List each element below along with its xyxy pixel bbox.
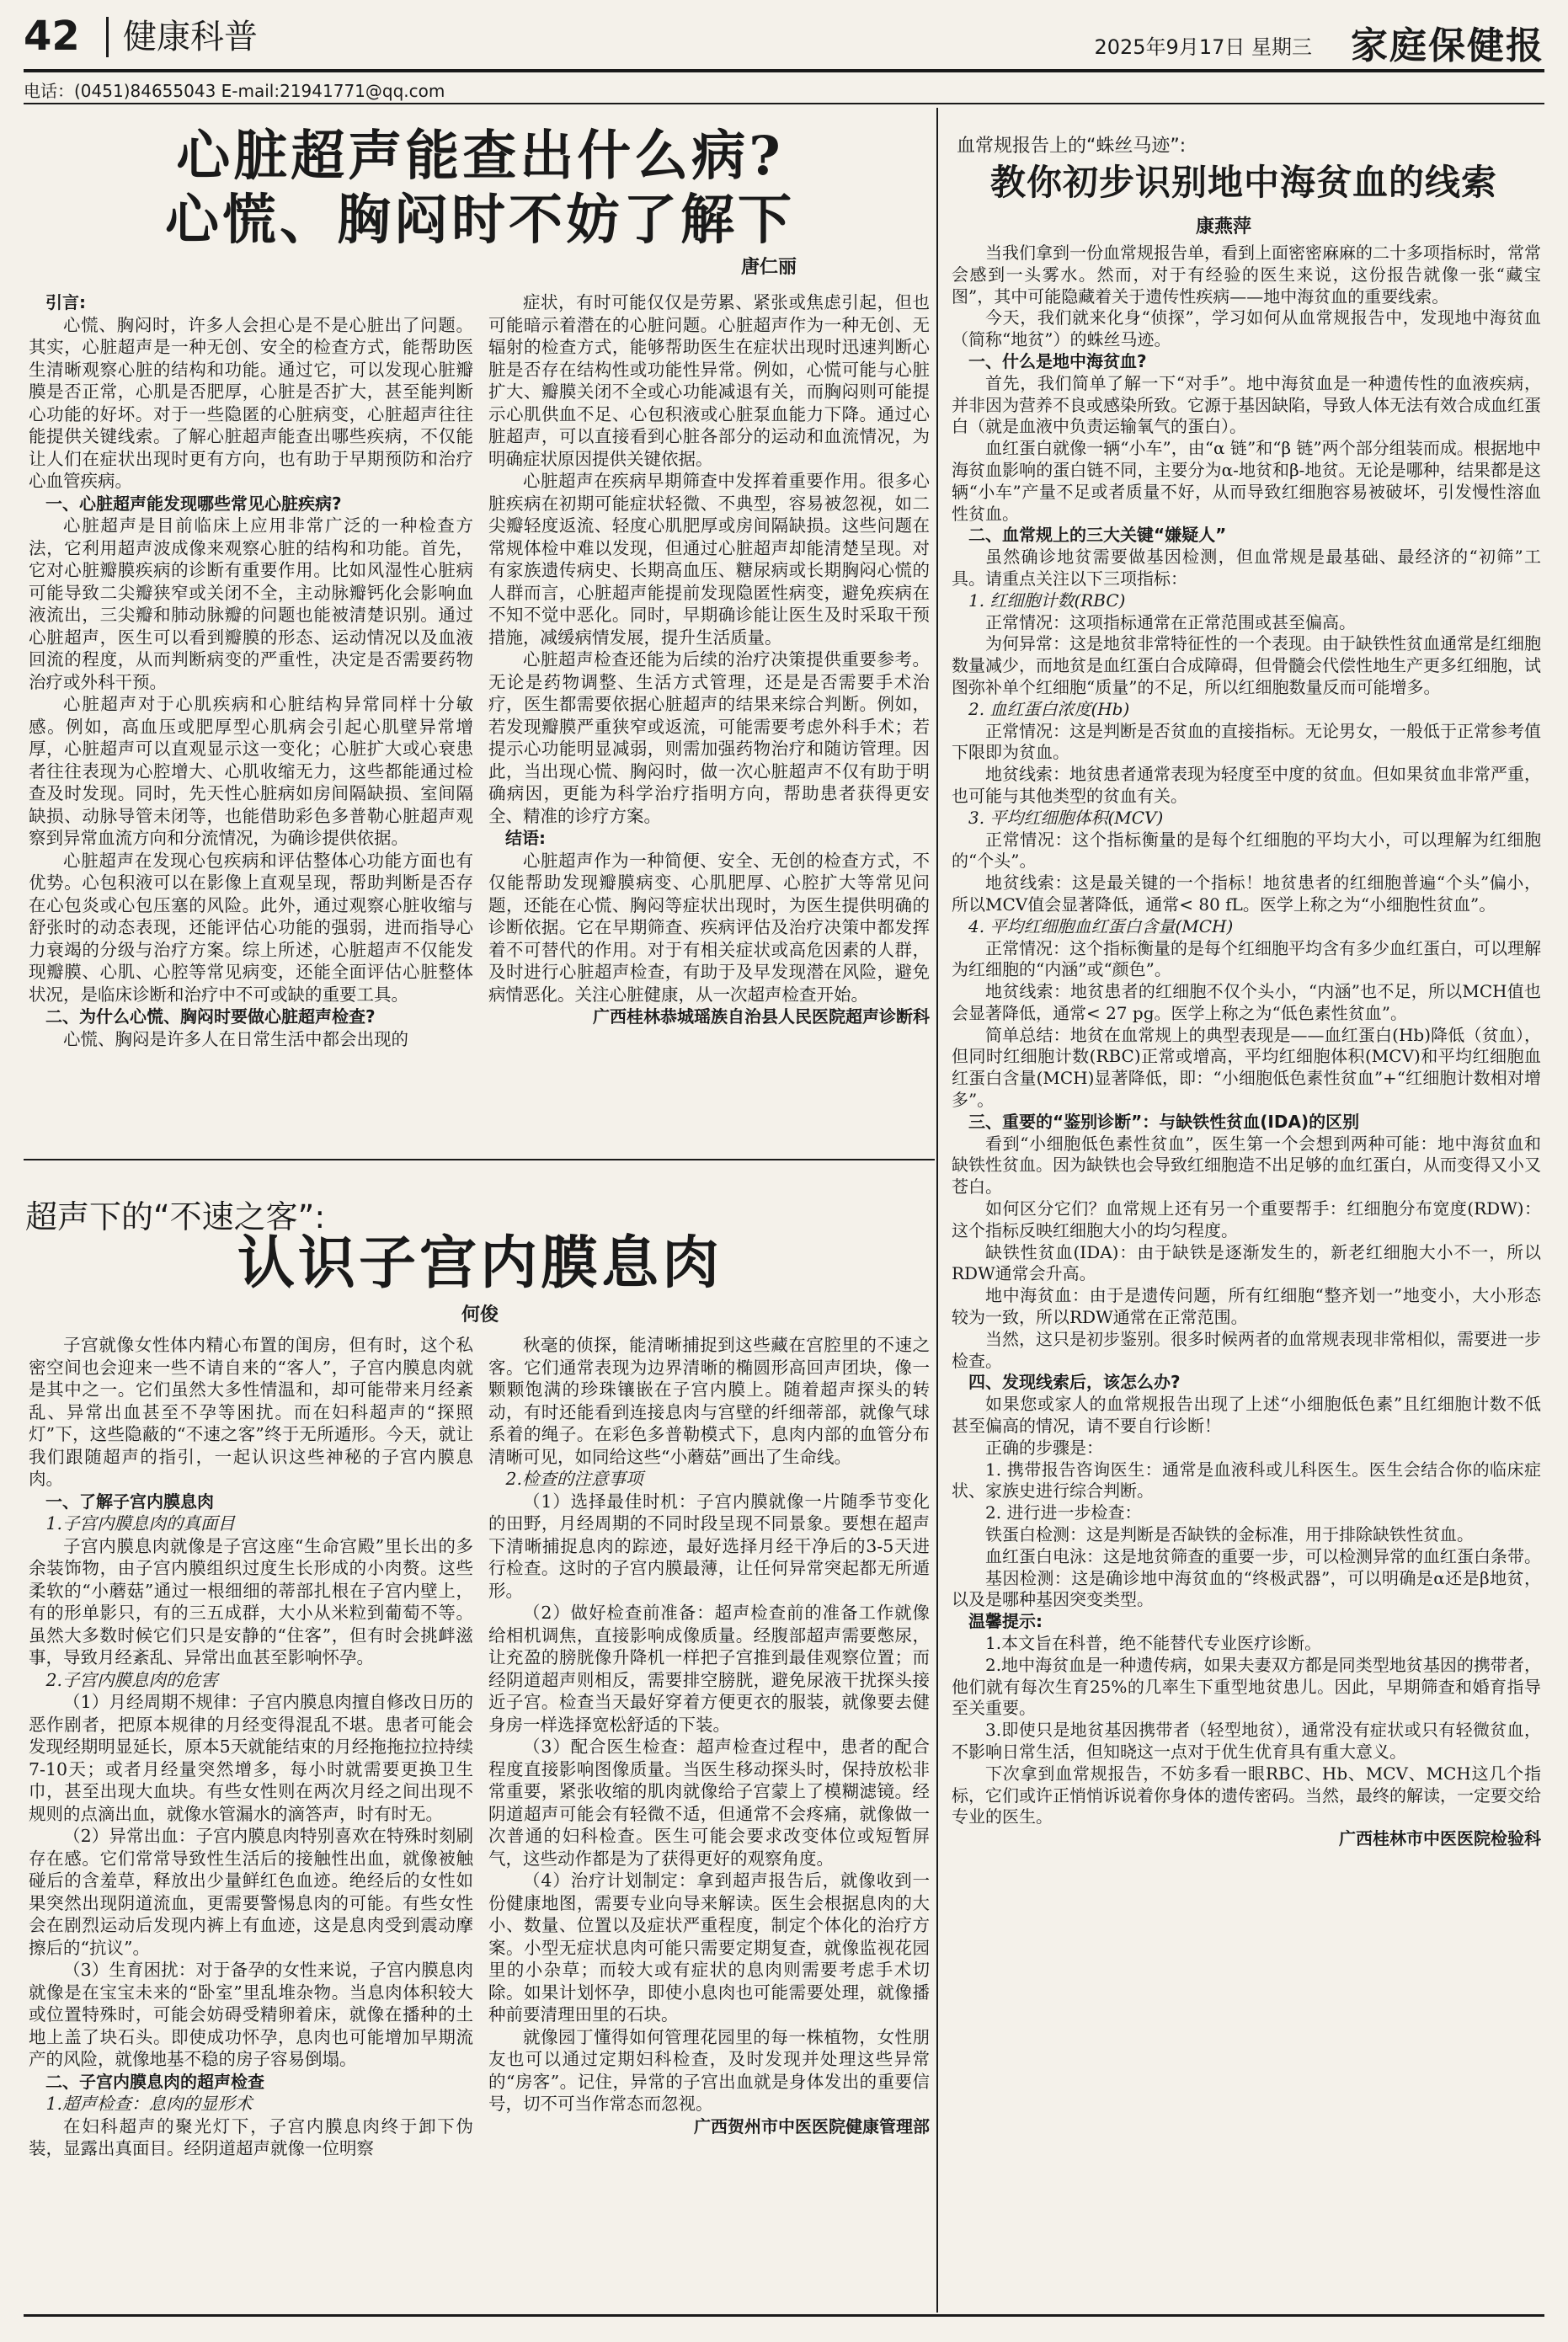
page-header xyxy=(24,12,1544,67)
article3-subheading: 三、重要的“鉴别诊断”：与缺铁性贫血(IDA)的区别 xyxy=(968,1111,1360,1132)
article2-minor-heading: 2.检查的注意事项 xyxy=(505,1469,643,1489)
article1-title-line1: 心脏超声能查出什么病? xyxy=(176,125,784,188)
article3-body xyxy=(952,243,1541,2311)
article3-paragraph: 正常情况：这个指标衡量的是每个红细胞平均含有多少血红蛋白，可以理解为红细胞的“内涵”或“颜色”。 xyxy=(952,937,1541,980)
page-number: 42 xyxy=(24,13,80,60)
article1-author-affiliation: 广西桂林恭城瑶族自治县人民医院超声诊断科 xyxy=(593,1006,930,1027)
article3-paragraph: 3.即使只是地贫基因携带者（轻型地贫），通常没有症状或只有轻微贫血，不影响日常生活，但知晓这一点对于优生优育具有重大意义。 xyxy=(952,1720,1541,1762)
article2-paragraph: 就像园丁懂得如何管理花园里的每一株植物，女性朋友也可以通过定期妇科检查，及时发现并处理这些异常的“房客”。记住，异常的子宫出血就是身体发出的重要信号，切不可当作常态而忽视。 xyxy=(488,2026,930,2114)
article3-subheading: 二、血常规上的三大关键“嫌疑人” xyxy=(968,525,1227,546)
article3-paragraph: 2.地中海贫血是一种遗传病，如果夫妻双方都是同类型地贫基因的携带者，他们就有每次生育25%的几率生下重型地贫患儿。因此，早期筛查和婚育指导至关重要。 xyxy=(952,1654,1541,1719)
article3-paragraph: 虽然确诊地贫需要做基因检测，但血常规是最基础、最经济的“初筛”工具。请重点关注以下三项指标： xyxy=(952,547,1541,589)
article3-paragraph: 正确的步骤是： xyxy=(985,1437,1103,1458)
article1-subheading: 引言: xyxy=(45,292,86,312)
article1-paragraph: 心脏超声在疾病早期筛查中发挥着重要作用。很多心脏疾病在初期可能症状轻微、不典型，容易被忽视，如二尖瓣轻度返流、轻度心肌肥厚或房间隔缺损。这些问题在常规体检中难以发现，但通过心脏超声却能清楚呈现。对有家族遗传病史、长期高血压、糖尿病或长期胸闷心慌的人群而言，心脏超声能提前发现隐匿性病变，避免疾病在不知不觉中恶化。同时，早期确诊能让医生及时采取干预措施，减缓病情发展，提升生活质量。 xyxy=(488,471,930,648)
article1-author: 唐仁丽 xyxy=(741,257,797,278)
article1-paragraph: 心脏超声检查还能为后续的治疗决策提供重要参考。无论是药物调整、生活方式管理，还是是否需要手术治疗，医生都需要依据心脏超声的结果来综合判断。例如，若发现瓣膜严重狭窄或返流，可能需要考虑外科手术；若提示心功能明显减弱，则需加强药物治疗和随访管理。因此，当出现心慌、胸闷时，做一次心脏超声不仅有助于明确病因，更能为科学治疗指明方向，帮助患者获得更安全、精准的诊疗方案。 xyxy=(488,649,930,826)
column-divider xyxy=(936,108,938,2313)
article3-paragraph: 看到“小细胞低色素性贫血”，医生第一个会想到两种可能：地中海贫血和缺铁性贫血。因为缺铁也会导致红细胞造不出足够的血红蛋白，从而变得又小又苍白。 xyxy=(952,1133,1541,1198)
newspaper-name: 家庭保健报 xyxy=(1351,24,1544,67)
article2-minor-heading: 1.超声检查：息肉的显形术 xyxy=(45,2094,253,2114)
article3-paragraph: 今天，我们就来化身“侦探”，学习如何从血常规报告中，发现地中海贫血（简称“地贫”）的蛛丝马迹。 xyxy=(952,307,1541,350)
article3-title: 教你初步识别地中海贫血的线索 xyxy=(989,162,1497,203)
article2-paragraph: （2）做好检查前准备：超声检查前的准备工作就像给相机调焦，直接影响成像质量。经腹部超声需要憋尿，让充盈的膀胱像升降机一样把子宫推到最佳观察位置；而经阴道超声则相反，需要排空膀胱，避免尿液干扰探头接近子宫。检查当天最好穿着方便更衣的服装，就像要去健身房一样选择宽松舒适的下装。 xyxy=(488,1603,930,1735)
article1-title-line2: 心慌、胸闷时不妨了解下 xyxy=(165,189,795,252)
article2-author: 何俊 xyxy=(461,1304,499,1326)
article3-paragraph: 正常情况：这项指标通常在正常范围或甚至偏高。 xyxy=(985,611,1356,632)
article3-paragraph: 2. 进行进一步检查： xyxy=(985,1502,1142,1523)
article2-paragraph: 子宫内膜息肉就像是子宫这座“生命宫殿”里长出的多余装饰物，由子宫内膜组织过度生长形成的小肉赘。这些柔软的“小蘑菇”通过一根细细的蒂部扎根在子宫内壁上，有的形单影只，有的三五成群，大小从米粒到葡萄不等。虽然大多数时候它们只是安静的“住客”，但有时会挑衅滋事，导致月经紊乱、异常出血甚至影响怀孕。 xyxy=(29,1535,473,1667)
article2-author-affiliation: 广西贺州市中医医院健康管理部 xyxy=(694,2115,930,2137)
article3-paragraph: 铁蛋白检测：这是判断是否缺铁的金标准，用于排除缺铁性贫血。 xyxy=(985,1524,1474,1545)
article1-paragraph: 心脏超声在发现心包疾病和评估整体心功能方面也有优势。心包积液可以在影像上直观呈现，帮助判断是否存在心包炎或心包压塞的风险。此外，通过观察心脏收缩与舒张时的动态表现，还能评估心功能的强弱，进而指导心力衰竭的分级与治疗方案。综上所述，心脏超声不仅能发现瓣膜、心肌、心腔等常见病变，还能全面评估心脏整体状况，是临床诊断和治疗中不可或缺的重要工具。 xyxy=(29,850,473,1005)
article3-paragraph: 首先，我们简单了解一下“对手”。地中海贫血是一种遗传性的血液疾病，并非因为营养不良或感染所致。它源于基因缺陷，导致人体无法有效合成血红蛋白（就是血液中负责运输氧气的蛋白）。 xyxy=(952,372,1541,437)
article2-paragraph: （2）异常出血：子宫内膜息肉特别喜欢在特殊时刻刷存在感。它们常常导致性生活后的接触性出血，就像被触碰后的含羞草，释放出少量鲜红色血迹。绝经后的女性如果突然出现阴道流血，更需要警惕息肉的可能。有些女性会在剧烈运动后发现内裤上有血迹，这是息肉受到震动摩擦后的“抗议”。 xyxy=(29,1826,473,1958)
article3-minor-heading: 1. 红细胞计数(RBC) xyxy=(968,590,1126,611)
article1-paragraph: 心脏超声是目前临床上应用非常广泛的一种检查方法，它利用超声波成像来观察心脏的结构和功能。首先，它对心脏瓣膜疾病的诊断有重要作用。比如风湿性心脏病可能导致二尖瓣狭窄或关闭不全，主动脉瓣钙化会影响血液流出，三尖瓣和肺动脉瓣的问题也能被清楚识别。通过心脏超声，医生可以看到瓣膜的形态、运动情况以及血液回流的程度，从而判断病变的严重性，决定是否需要药物治疗或外科干预。 xyxy=(29,515,473,692)
contact-rule xyxy=(24,103,1544,104)
article3-paragraph: 血红蛋白就像一辆“小车”，由“α 链”和“β 链”两个部分组装而成。根据地中海贫血影响的蛋白链不同，主要分为α-地贫和β-地贫。无论是哪种，结果都是这辆“小车”产量不足或者质量不好，从而导致红细胞容易被破坏，引发慢性溶血性贫血。 xyxy=(952,438,1541,524)
article3-paragraph: 地贫线索：这是最关键的一个指标！地贫患者的红细胞普遍“个头”偏小，所以MCV值会显著降低，通常< 80 fL。医学上称之为“小细胞性贫血”。 xyxy=(952,872,1541,915)
footer-rule xyxy=(24,2314,1544,2317)
article3-subheading: 四、发现线索后，该怎么办? xyxy=(968,1372,1181,1393)
article2-column-left xyxy=(29,1334,473,2309)
article1-subheading: 一、心脏超声能发现哪些常见心脏疾病? xyxy=(45,493,342,514)
article3-paragraph: 正常情况：这是判断是否贫血的直接指标。无论男女，一般低于正常参考值下限即为贫血。 xyxy=(952,720,1541,763)
article3-subheading: 温馨提示: xyxy=(968,1611,1043,1632)
article3-paragraph: 为何异常：这是地贫非常特征性的一个表现。由于缺铁性贫血通常是红细胞数量减少，而地贫是血红蛋白合成障碍，但骨髓会代偿性地生产更多红细胞，试图弥补单个红细胞“质量”的不足，所以红细胞数量反而可能增多。 xyxy=(952,633,1541,697)
article3-paragraph: 血红蛋白电泳：这是地贫筛查的重要一步，可以检测异常的血红蛋白条带。 xyxy=(985,1545,1541,1566)
article1-subheading: 二、为什么心慌、胸闷时要做心脏超声检查? xyxy=(45,1006,376,1027)
issue-date: 2025年9月17日 星期三 xyxy=(1094,35,1312,59)
article2-column-right xyxy=(488,1334,930,2309)
article1-paragraph: 症状，有时可能仅仅是劳累、紧张或焦虑引起，但也可能暗示着潜在的心脏问题。心脏超声作为一种无创、无辐射的检查方式，能够帮助医生在症状出现时迅速判断心脏是否存在结构性或功能性异常。例如，心慌可能与心脏扩大、瓣膜关闭不全或心功能减退有关，而胸闷则可能提示心肌供血不足、心包积液或心脏泵血能力下降。通过心脏超声，可以直接看到心脏各部分的运动和血流情况，为明确症状原因提供关键依据。 xyxy=(488,292,930,469)
article2-paragraph: 在妇科超声的聚光灯下，子宫内膜息肉终于卸下伪装，显露出真面目。经阴道超声就像一位明察 xyxy=(29,2115,473,2158)
article3-paragraph: 简单总结：地贫在血常规上的典型表现是——血红蛋白(Hb)降低（贫血），但同时红细胞计数(RBC)正常或增高，平均红细胞体积(MCV)和平均红细胞血红蛋白含量(MCH)显著降低，即：“小细胞低色素性贫血”+“红细胞计数相对增多”。 xyxy=(952,1024,1541,1111)
article3-minor-heading: 3. 平均红细胞体积(MCV) xyxy=(968,807,1164,828)
article3-paragraph: 地中海贫血：由于是遗传问题，所有红细胞“整齐划一”地变小，大小形态较为一致，所以RDW通常在正常范围。 xyxy=(952,1285,1541,1328)
article1-paragraph: 心慌、胸闷时，许多人会担心是不是心脏出了问题。其实，心脏超声是一种无创、安全的检查方式，能帮助医生清晰观察心脏的结构和功能。通过它，可以发现心脏瓣膜是否正常，心肌是否肥厚，心脏是否扩大，甚至能判断心功能的好坏。对于一些隐匿的心脏病变，心脏超声往往能提供关键线索。了解心脏超声能查出哪些疾病，不仅能让人们在症状出现时更有方向，也有助于早期预防和治疗心血管疾病。 xyxy=(29,314,473,491)
article3-minor-heading: 4. 平均红细胞血红蛋白含量(MCH) xyxy=(968,915,1234,936)
article3-paragraph: 当我们拿到一份血常规报告单，看到上面密密麻麻的二十多项指标时，常常会感到一头雾水。然而，对于有经验的医生来说，这份报告就像一张“藏宝图”，其中可能隐藏着关于遗传性疾病——地中海贫血的重要线索。 xyxy=(952,243,1541,307)
article3-paragraph: 下次拿到血常规报告，不妨多看一眼RBC、Hb、MCV、MCH这几个指标，它们或许正悄悄诉说着你身体的遗传密码。当然，最终的解读，一定要交给专业的医生。 xyxy=(952,1763,1541,1827)
article3-paragraph: 地贫线索：地贫患者的红细胞不仅个头小，“内涵”也不足，所以MCH值也会显著降低，通常< 27 pg。医学上称之为“低色素性贫血”。 xyxy=(952,981,1541,1023)
article3-subheading: 一、什么是地中海贫血? xyxy=(968,350,1147,371)
article2-paragraph: 子宫就像女性体内精心布置的闺房，但有时，这个私密空间也会迎来一些不请自来的“客人”，子宫内膜息肉就是其中之一。它们虽然大多性情温和，却可能带来月经紊乱、异常出血甚至不孕等困扰。而在妇科超声的“探照灯”下，这些隐蔽的“不速之客”终于无所遁形。今天，就让我们跟随超声的指引，一起认识这些神秘的子宫内膜息肉。 xyxy=(29,1335,473,1489)
section-name: 健康科普 xyxy=(123,18,258,56)
article1-column-left xyxy=(29,291,473,1142)
article1-paragraph: 心脏超声作为一种简便、安全、无创的检查方式，不仅能帮助发现瓣膜病变、心肌肥厚、心腔扩大等常见问题，还能在心慌、胸闷等症状出现时，为医生提供明确的诊断依据。它在早期筛查、疾病评估及治疗决策中都发挥着不可替代的作用。对于有相关症状或高危因素的人群，及时进行心脏超声检查，有助于及早发现潜在风险，避免病情恶化。关注心脏健康，从一次超声检查开始。 xyxy=(488,850,930,1005)
article2-minor-heading: 2.子宫内膜息肉的危害 xyxy=(45,1669,218,1690)
article2-paragraph: （4）治疗计划制定：拿到超声报告后，就像收到一份健康地图，需要专业向导来解读。医生会根据息肉的大小、数量、位置以及症状严重程度，制定个体化的治疗方案。小型无症状息肉可能只需要定期复查，就像监视花园里的小杂草；而较大或有症状的息肉则需要考虑手术切除。如果计划怀孕，即使小息肉也可能需要处理，就像播种前要清理田里的石块。 xyxy=(488,1870,930,2025)
article2-paragraph: （1）选择最佳时机：子宫内膜就像一片随季节变化的田野，月经周期的不同时段呈现不同景象。要想在超声下清晰捕捉息肉的踪迹，最好选择月经干净后的3-5天进行检查。这时的子宫内膜最薄，让任何异常突起都无所遁形。 xyxy=(488,1491,930,1601)
article3-paragraph: 如果您或家人的血常规报告出现了上述“小细胞低色素”且红细胞计数不低甚至偏高的情况，请不要自行诊断！ xyxy=(952,1394,1541,1437)
article2-title: 认识子宫内膜息肉 xyxy=(237,1230,723,1297)
article-divider xyxy=(24,1159,935,1160)
article3-minor-heading: 2. 血红蛋白浓度(Hb) xyxy=(968,698,1130,719)
article3-kicker: 血常规报告上的“蛛丝马迹”: xyxy=(957,136,1187,157)
article3-paragraph: 基因检测：这是确诊地中海贫血的“终极武器”，可以明确是α还是β地贫，以及是哪种基因突变类型。 xyxy=(952,1567,1541,1610)
article3-author-affiliation: 广西桂林市中医医院检验科 xyxy=(1339,1828,1541,1849)
header-rule xyxy=(24,69,1544,72)
article1-paragraph: 心慌、胸闷是许多人在日常生活中都会出现的 xyxy=(63,1028,408,1049)
article3-paragraph: 缺铁性贫血(IDA)：由于缺铁是逐渐发生的，新老红细胞大小不一，所以RDW通常会升高。 xyxy=(952,1241,1541,1284)
article3-paragraph: 正常情况：这个指标衡量的是每个红细胞的平均大小，可以理解为红细胞的“个头”。 xyxy=(952,829,1541,872)
article3-paragraph: 如何区分它们？血常规上还有另一个重要帮手：红细胞分布宽度(RDW)：这个指标反映红细胞大小的均匀程度。 xyxy=(952,1198,1541,1240)
article2-paragraph: （1）月经周期不规律：子宫内膜息肉擅自修改日历的恶作剧者，把原本规律的月经变得混乱不堪。患者可能会发现经期明显延长，原本5天就能结束的月经拖拖拉拉持续7-10天；或者月经量突然增多，每小时就需要更换卫生巾，甚至出现大血块。有些女性则在两次月经之间出现不规则的点滴出血，就像水管漏水的滴答声，时有时无。 xyxy=(29,1692,473,1824)
article1-paragraph: 心脏超声对于心肌疾病和心脏结构异常同样十分敏感。例如，高血压或肥厚型心肌病会引起心肌壁异常增厚，心脏超声可以直观显示这一变化；心脏扩大或心衰患者往往表现为心腔增大、心肌收缩无力，这些都能通过检查及时发现。同时，先天性心脏病如房间隔缺损、室间隔缺损、动脉导管未闭等，也能借助彩色多普勒心脏超声观察到异常血流方向和分流情况，为确诊提供依据。 xyxy=(29,694,473,848)
contact-line: 电话：(0451)84655043 E-mail:21941771@qq.com xyxy=(24,81,445,101)
article3-author: 康燕萍 xyxy=(1196,216,1252,237)
article2-subheading: 一、了解子宫内膜息肉 xyxy=(45,1491,214,1512)
article2-paragraph: （3）生育困扰：对于备孕的女性来说，子宫内膜息肉就像是在宝宝未来的“卧室”里乱堆杂物。当息肉体积较大或位置特殊时，可能会妨碍受精卵着床，就像在播种的土地上盖了块石头。即使成功怀孕，息肉也可能增加早期流产的风险，就像地基不稳的房子容易倒塌。 xyxy=(29,1960,473,2069)
article3-paragraph: 地贫线索：地贫患者通常表现为轻度至中度的贫血。但如果贫血非常严重，也可能与其他类型的贫血有关。 xyxy=(952,764,1541,806)
article2-subheading: 二、子宫内膜息肉的超声检查 xyxy=(45,2071,264,2092)
header-divider xyxy=(106,17,109,57)
article1-subheading: 结语: xyxy=(505,828,546,848)
article2-kicker: 超声下的“不速之客”: xyxy=(25,1198,326,1235)
article2-minor-heading: 1.子宫内膜息肉的真面目 xyxy=(45,1513,236,1534)
article2-paragraph: 秋毫的侦探，能清晰捕捉到这些藏在宫腔里的不速之客。它们通常表现为边界清晰的椭圆形高回声团块，像一颗颗饱满的珍珠镶嵌在子宫内膜上。随着超声探头的转动，有时还能看到连接息肉与宫壁的纤细蒂部，就像气球系着的绳子。在彩色多普勒模式下，息肉内部的血管分布清晰可见，如同给这些“小蘑菇”画出了生命线。 xyxy=(488,1335,930,1467)
article3-paragraph: 1. 携带报告咨询医生：通常是血液科或儿科医生。医生会结合你的临床症状、家族史进行综合判断。 xyxy=(952,1459,1541,1502)
article3-paragraph: 1.本文旨在科普，绝不能替代专业医疗诊断。 xyxy=(985,1633,1322,1653)
article1-column-right xyxy=(488,291,930,1142)
article2-paragraph: （3）配合医生检查：超声检查过程中，患者的配合程度直接影响图像质量。当医生移动探头时，保持放松非常重要，紧张收缩的肌肉就像给子宫蒙上了模糊滤镜。经阴道超声可能会有轻微不适，但通常不会疼痛，就像做一次普通的妇科检查。医生可能会要求改变体位或短暂屏气，这些动作都是为了获得更好的观察角度。 xyxy=(488,1736,930,1869)
article3-paragraph: 当然，这只是初步鉴别。很多时候两者的血常规表现非常相似，需要进一步检查。 xyxy=(952,1328,1541,1371)
